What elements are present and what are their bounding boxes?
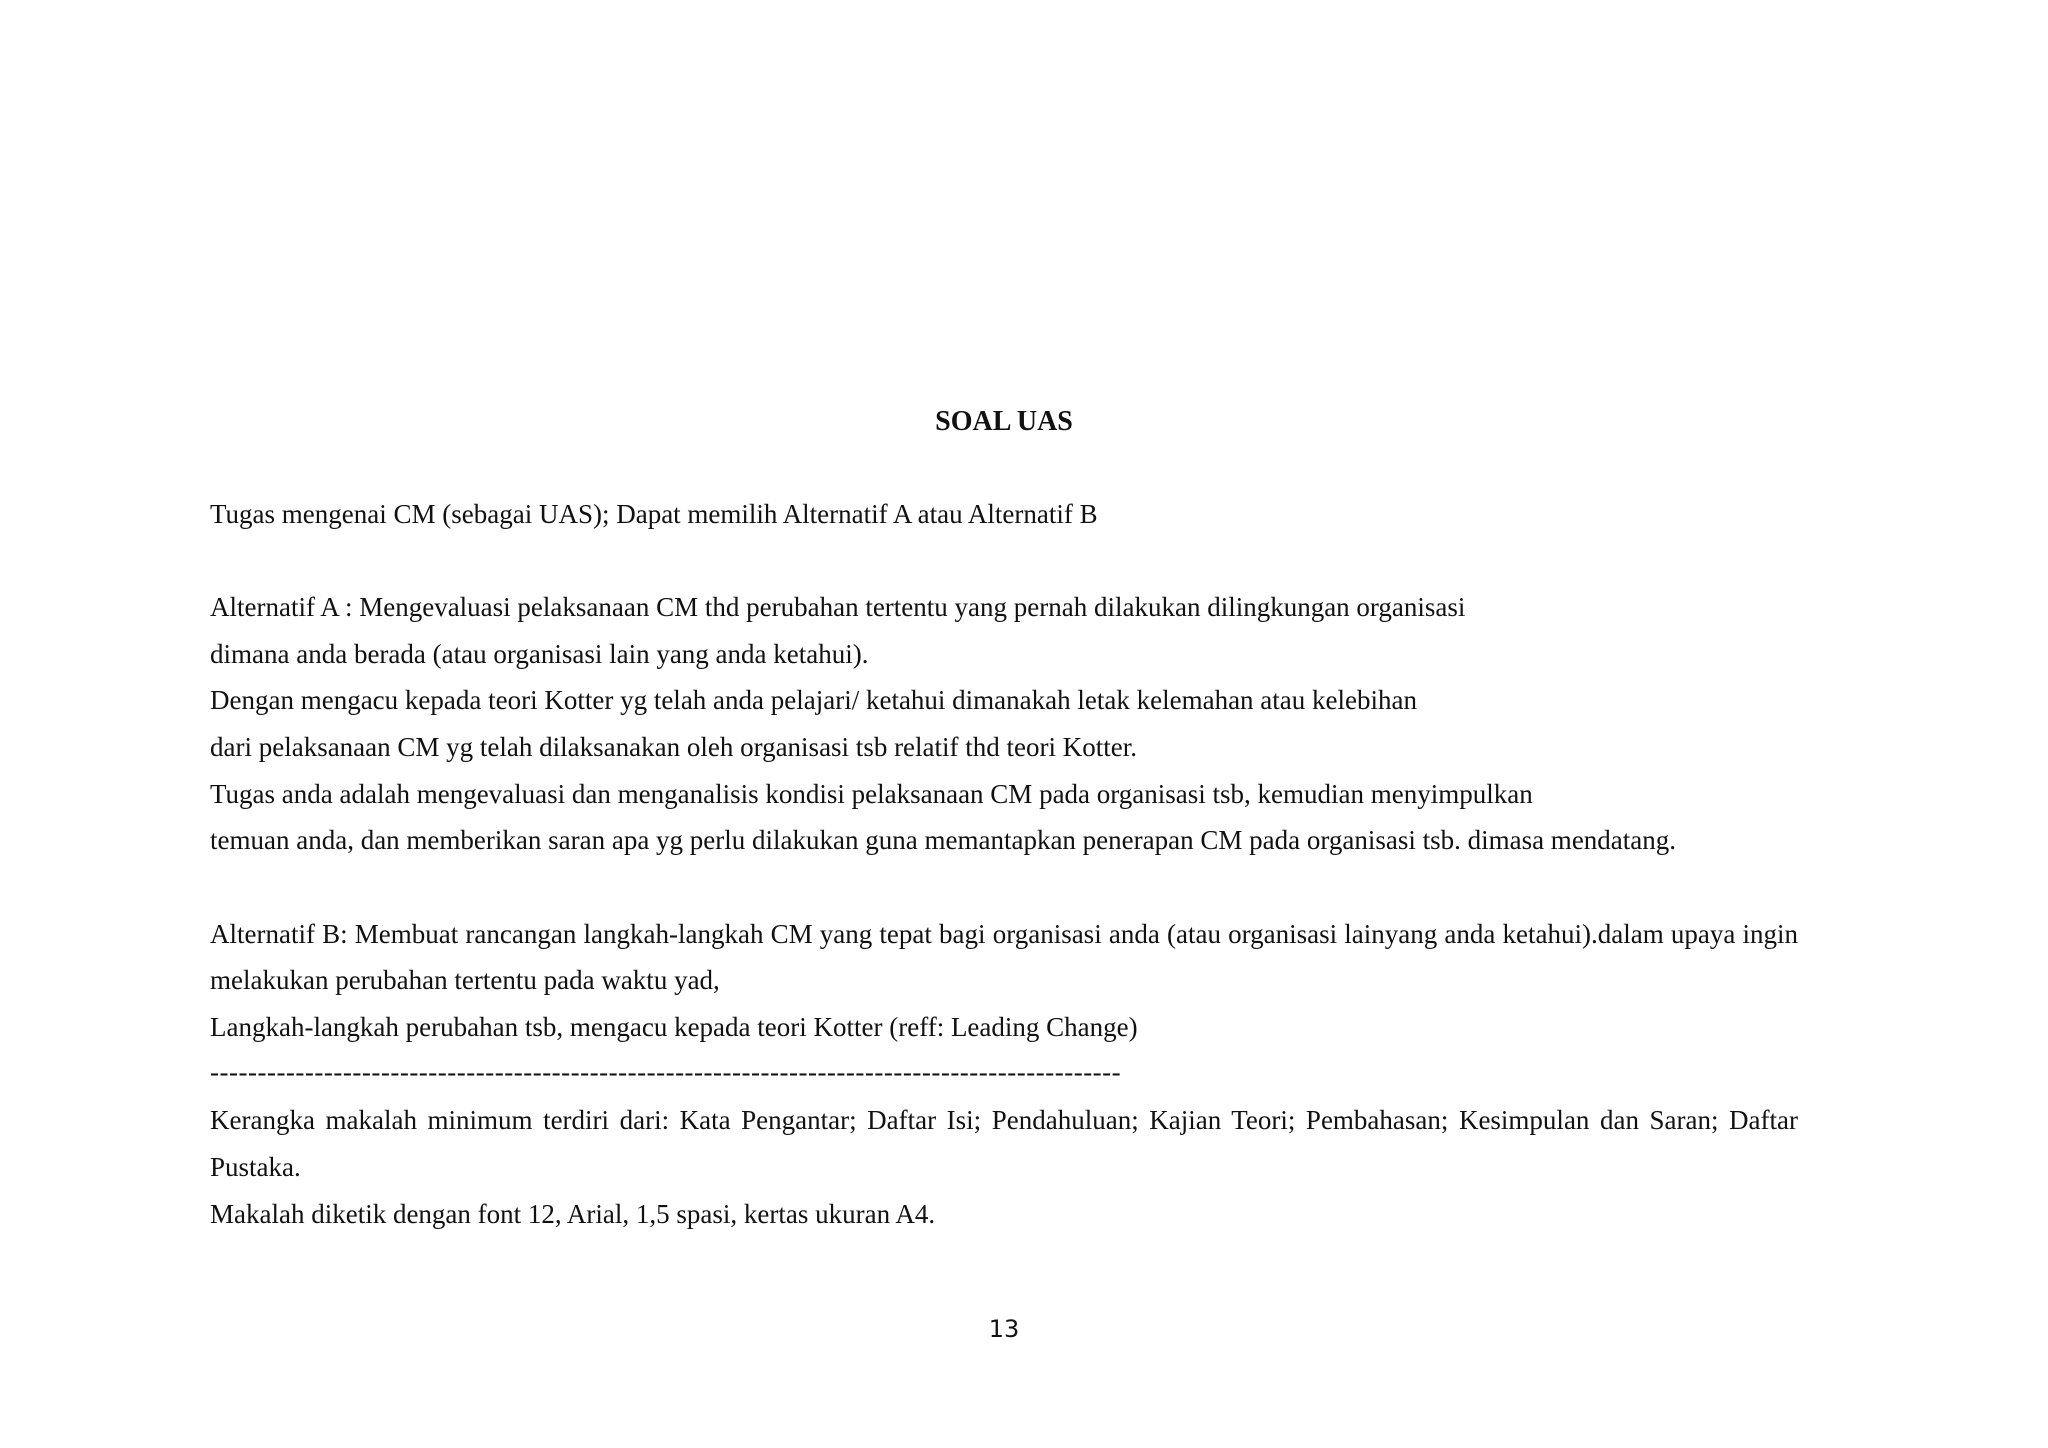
alternatif-a-line-3: Dengan mengacu kepada teori Kotter yg telah anda pelajari/ ketahui dimanakah letak kelemahan atau kelebihan (210, 685, 1417, 715)
alternatif-a-line-4: dari pelaksanaan CM yg telah dilaksanakan oleh organisasi tsb relatif thd teori Kotter. (210, 732, 1137, 762)
kerangka-line-2: Pustaka. (210, 1152, 301, 1182)
separator-line: ------------------------------------------------------------------------------------------------ (210, 1057, 1122, 1087)
alternatif-b-line-1: Alternatif B: Membuat rancangan langkah-langkah CM yang tepat bagi organisasi anda (atau organisasi lainyang anda ketahui).dalam upaya ingin (210, 919, 1798, 949)
page-number: 13 (988, 1315, 1020, 1343)
page-title: SOAL UAS (935, 406, 1073, 437)
alternatif-a-line-2: dimana anda berada (atau organisasi lain yang anda ketahui). (210, 639, 869, 669)
kerangka-line-1: Kerangka makalah minimum terdiri dari: Kata Pengantar; Daftar Isi; Pendahuluan; Kajian Teori; Pembahasan; Kesimpulan dan Saran; Daftar (210, 1105, 1798, 1135)
format-note: Makalah diketik dengan font 12, Arial, 1,5 spasi, kertas ukuran A4. (210, 1199, 936, 1229)
intro-text: Tugas mengenai CM (sebagai UAS); Dapat memilih Alternatif A atau Alternatif B (210, 499, 1098, 529)
alternatif-a-line-1: Alternatif A : Mengevaluasi pelaksanaan CM thd perubahan tertentu yang pernah dilakukan dilingkungan organisasi (210, 592, 1466, 622)
alternatif-a-line-6: temuan anda, dan memberikan saran apa yg perlu dilakukan guna memantapkan penerapan CM pada organisasi tsb. dimasa mendatang. (210, 825, 1677, 855)
alternatif-b-line-3: Langkah-langkah perubahan tsb, mengacu kepada teori Kotter (reff: Leading Change) (210, 1012, 1138, 1042)
alternatif-b-line-2: melakukan perubahan tertentu pada waktu yad, (210, 965, 720, 995)
alternatif-a-line-5: Tugas anda adalah mengevaluasi dan menganalisis kondisi pelaksanaan CM pada organisasi tsb, kemudian menyimpulkan (210, 779, 1533, 809)
